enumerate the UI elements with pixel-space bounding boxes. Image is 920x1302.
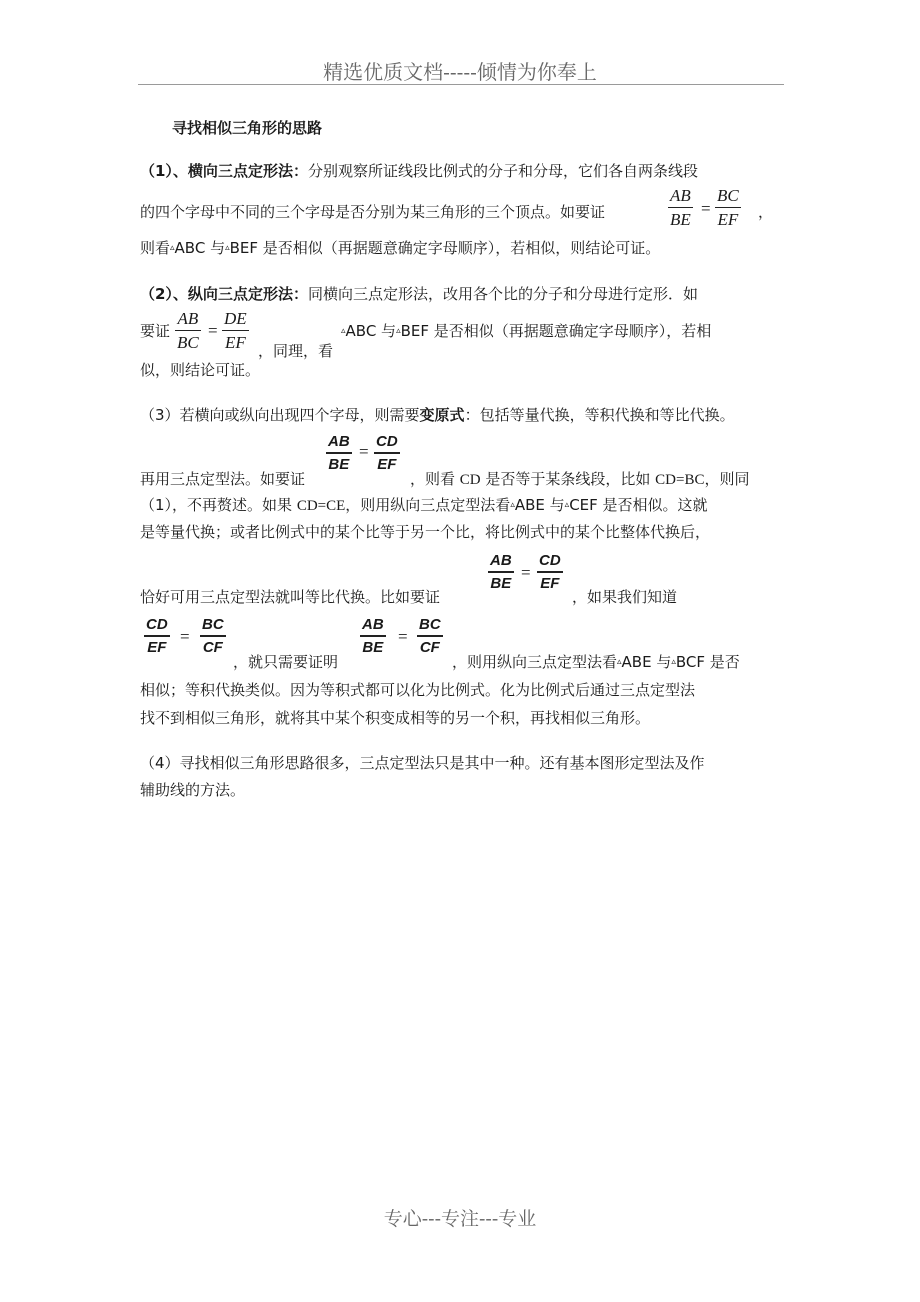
fraction-cd-ef-bold: CD EF (376, 433, 398, 473)
header-rule (138, 84, 784, 85)
p3-line-6b: ，则用纵向三点定型法看▵ABE 与▵BCF 是否 (452, 653, 740, 671)
page-header: 精选优质文档-----倾情为你奉上 (323, 60, 597, 84)
p3-line-3: （1），不再赘述。如果 CD=CE，则用纵向三点定型法看▵ABE 与▵CEF 是否相似。这就 (140, 496, 708, 514)
fraction-cd-ef-bold-3: CD EF (146, 616, 168, 656)
fraction-de-ef: DE EF (224, 309, 247, 352)
fraction-ab-be-bold-2: AB BE (490, 552, 512, 592)
p2-heading: （2）、纵向三点定形法： (140, 285, 308, 303)
fraction-bc-cf-bold-2: BC CF (419, 616, 441, 656)
fraction-ab-be-bold: AB BE (328, 433, 350, 473)
fraction-ab-be: AB BE (670, 186, 691, 229)
p2-line-1: （2）、纵向三点定形法：同横向三点定形法，改用各个比的分子和分母进行定形．如 (140, 285, 698, 303)
p1-line-2: 的四个字母中不同的三个字母是否分别为某三角形的三个顶点。如要证 (140, 203, 606, 221)
p3-line-2b: ，则看 CD 是否等于某条线段，比如 CD=BC，则同 (410, 470, 750, 488)
p3-line-1: （3）若横向或纵向出现四个字母，则需要变原式：包括等量代换，等积代换和等比代换。 (140, 406, 735, 424)
page-footer: 专心---专注---专业 (383, 1208, 537, 1230)
p1-heading: （1）、横向三点定形法： (140, 162, 308, 180)
fraction-cd-ef-bold-2: CD EF (539, 552, 561, 592)
document-title: 寻找相似三角形的思路 (172, 119, 323, 137)
fraction-bc-cf-bold: BC CF (202, 616, 224, 656)
p2-line-2b: ▵ABC 与▵BEF 是否相似（再据题意确定字母顺序），若相 (341, 322, 712, 340)
fraction-ab-bc: AB BC (177, 309, 199, 352)
p1-line-1: （1）、横向三点定形法：分别观察所证线段比例式的分子和分母，它们各自两条线段 (140, 162, 698, 180)
p3-line-2: 再用三点定型法。如要证 (140, 470, 306, 488)
fraction-bc-ef: BC EF (717, 186, 739, 229)
equals-sign: = (701, 199, 711, 218)
p1-line-3: 则看▵ABC 与▵BEF 是否相似（再据题意确定字母顺序），若相似，则结论可证。 (140, 239, 661, 257)
fraction-ab-be-bold-3: AB BE (362, 616, 384, 656)
